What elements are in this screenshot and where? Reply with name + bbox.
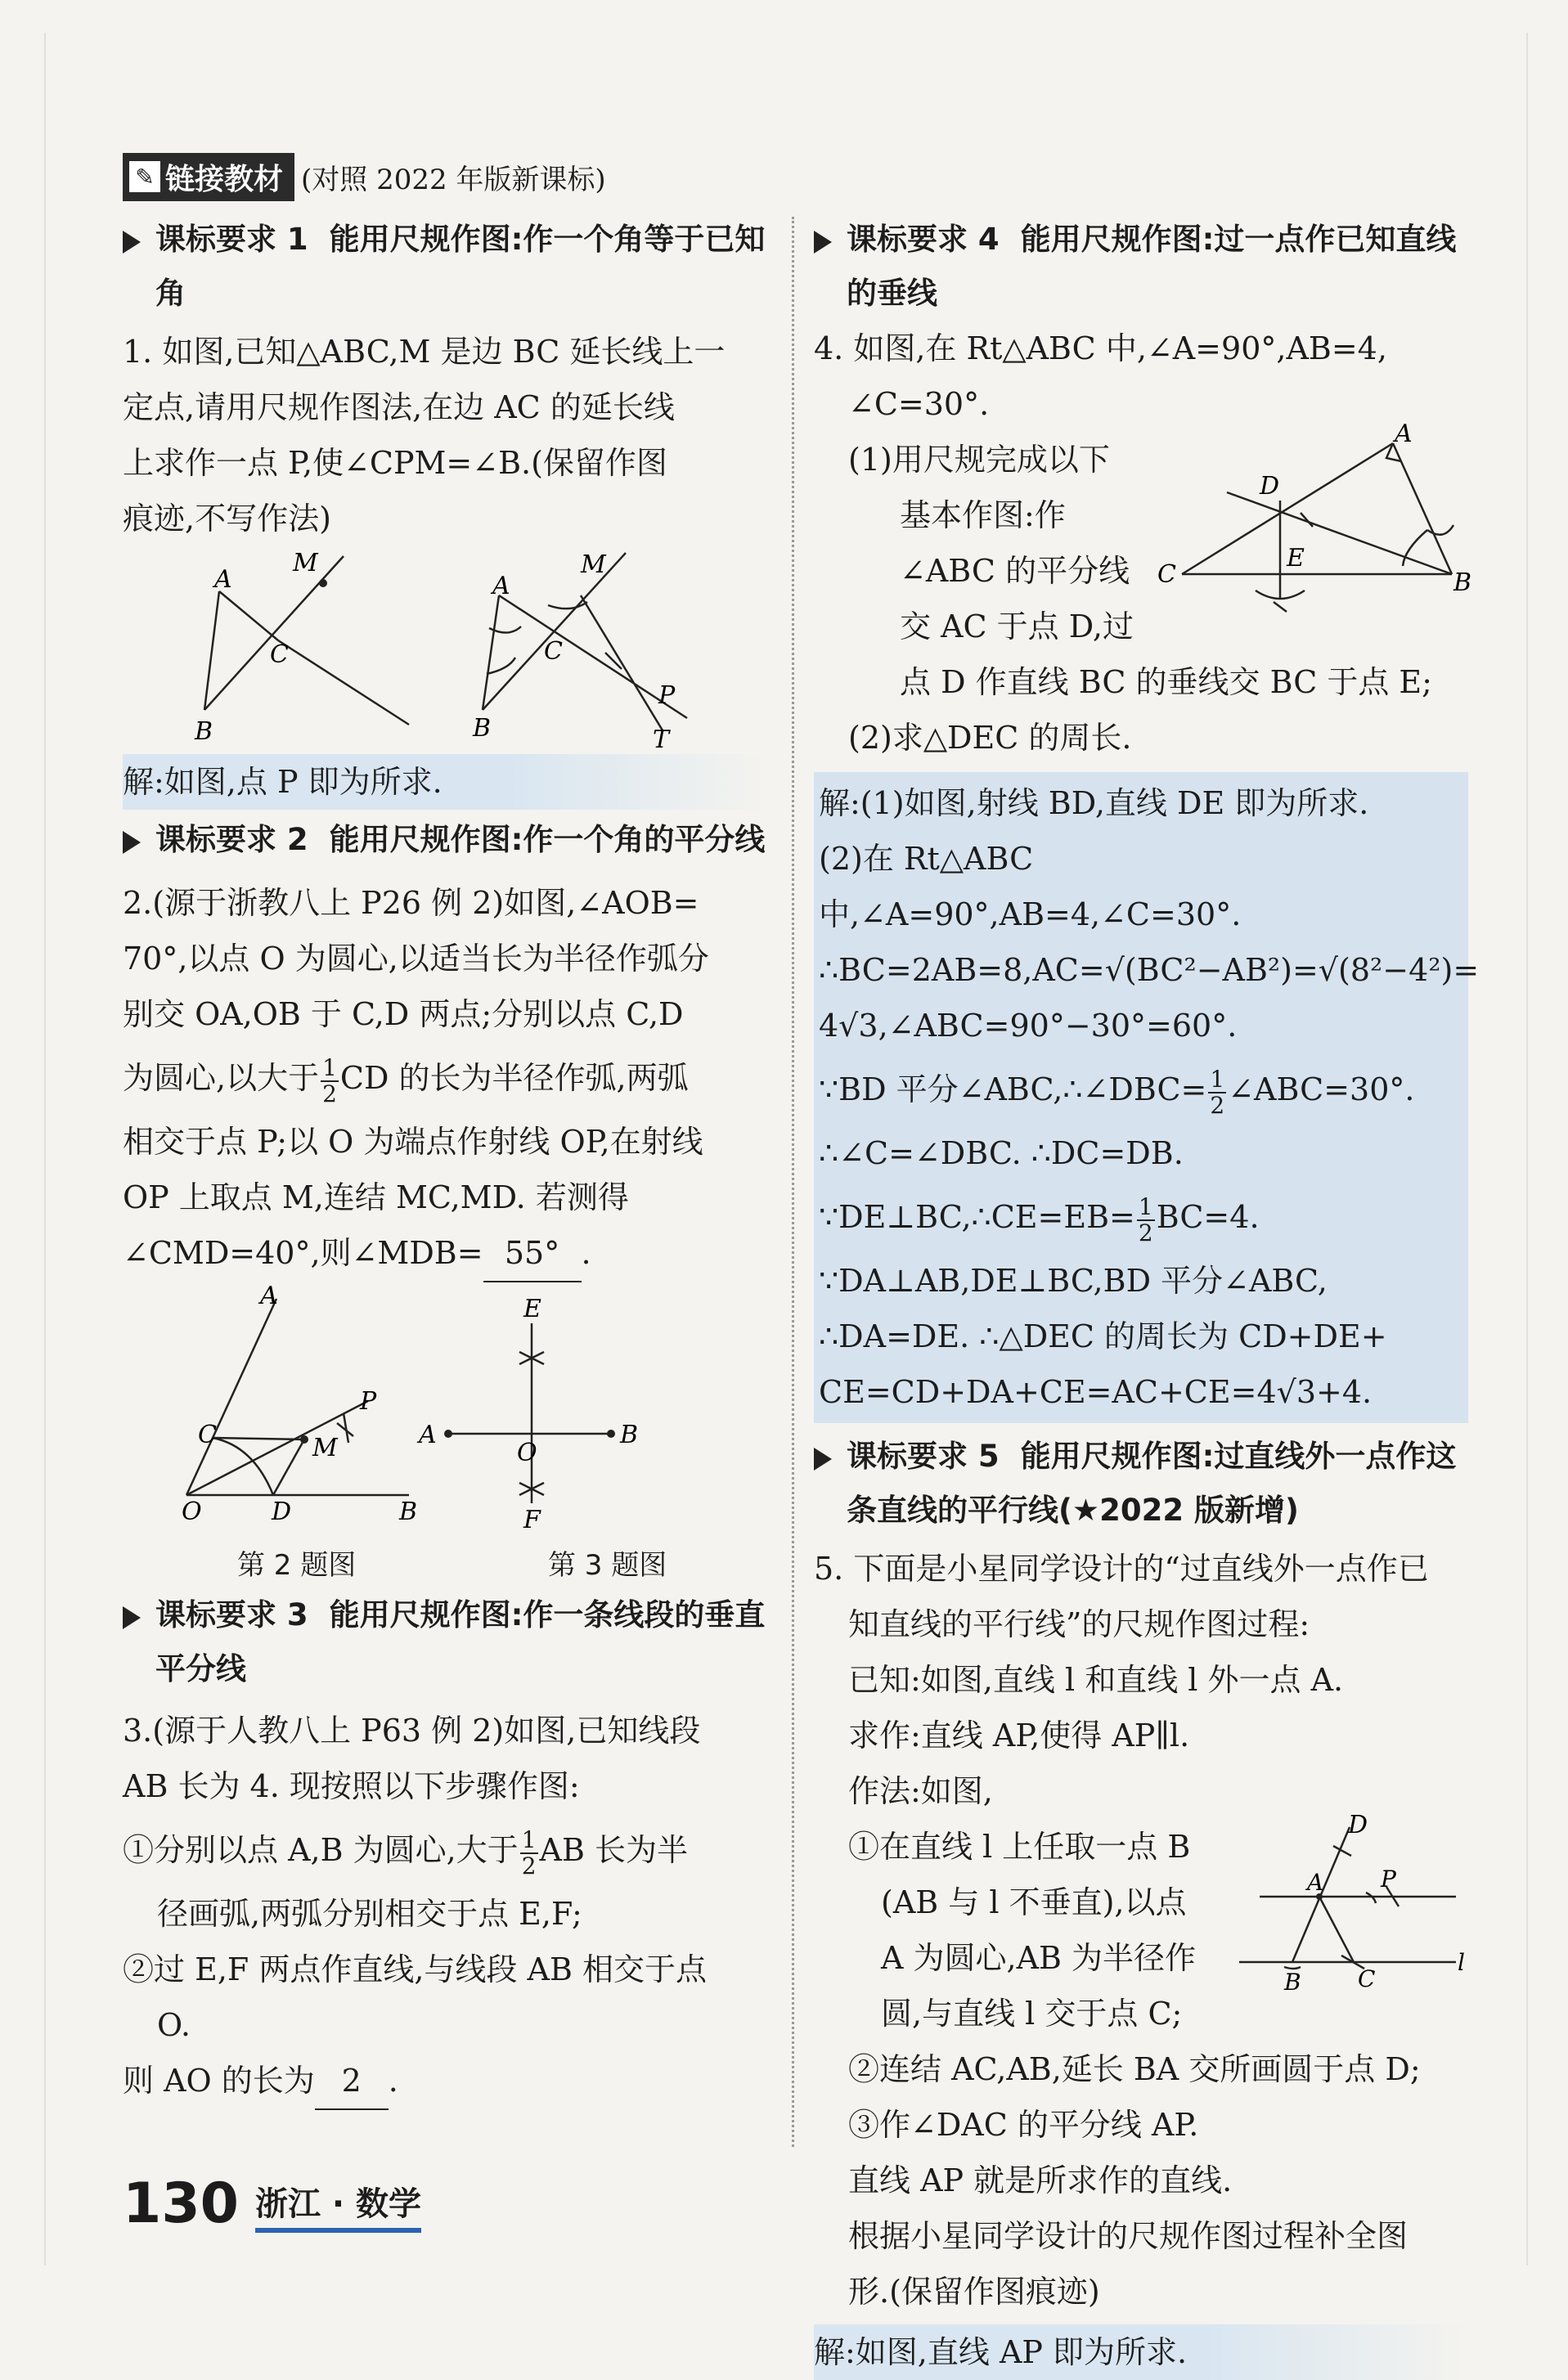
q5-line: 5. 下面是小星同学设计的“过直线外一点作已: [814, 1551, 1429, 1587]
q5-line: 作法:如图,: [848, 1773, 993, 1809]
svg-text:A: A: [260, 1282, 278, 1310]
svg-text:B: B: [1284, 1969, 1301, 1996]
fraction-numerator: 1: [521, 1825, 537, 1853]
sol4-text: 解:(1)如图,射线 BD,直线 DE 即为所求.: [819, 785, 1369, 821]
sol4-line: (2)在 Rt△ABC 中,∠A=90°,AB=4,∠C=30°.: [819, 841, 1242, 932]
triangle-bullet-icon: [814, 231, 832, 254]
svg-text:A: A: [492, 572, 510, 600]
requirement-4: [814, 213, 1468, 321]
q5-solution: 解:如图,直线 AP 即为所求.: [814, 2324, 1468, 2380]
q2-text: .: [581, 1235, 591, 1271]
svg-text:C: C: [270, 640, 289, 669]
svg-text:E: E: [523, 1295, 541, 1323]
banner-text: 链接教材: [165, 162, 284, 196]
requirement-code: 课标要求 1: [155, 222, 308, 257]
triangle-bullet-icon: [123, 1606, 141, 1629]
svg-text:C: C: [544, 637, 563, 666]
fraction-denominator: 2: [1210, 1091, 1225, 1119]
fraction: [520, 1825, 538, 1879]
fraction: [321, 1053, 339, 1107]
column-divider: [792, 217, 794, 2147]
q2-q3-figures: [123, 1282, 769, 1585]
fraction-numerator: 1: [322, 1053, 337, 1081]
right-column: [814, 213, 1480, 2380]
sol4-line: ∵DA⊥AB,DE⊥BC,BD 平分∠ABC,: [819, 1263, 1328, 1299]
fraction: [1208, 1067, 1226, 1118]
svg-text:P: P: [658, 681, 676, 710]
q4-figure: [1149, 420, 1472, 640]
sol4-line: [819, 1181, 1463, 1253]
sol4-text: ∠ABC=30°.: [1228, 1071, 1415, 1107]
sol4-line: ∴BC=2AB=8,AC=√(BC²−AB²)=√(8²−4²)=: [819, 952, 1480, 988]
sol4-text: ∵BD 平分∠ABC,∴∠DBC=: [819, 1071, 1207, 1107]
svg-text:T: T: [653, 725, 670, 754]
triangle-bullet-icon: [123, 831, 141, 854]
book-title: 浙江 · 数学: [255, 2178, 421, 2233]
requirement-text: 能用尺规作图:作一个角等于已知角: [155, 222, 766, 311]
requirement-text: 能用尺规作图:过直线外一点作这条直线的平行线(★2022 版新增): [847, 1439, 1457, 1528]
sol4-line: 4√3,∠ABC=90°−30°=60°.: [819, 1008, 1238, 1044]
q3-text: .: [388, 2063, 398, 2099]
sol4-line: ∴DA=DE. ∴△DEC 的周长为 CD+DE+: [819, 1318, 1387, 1354]
svg-text:A: A: [1307, 1869, 1324, 1896]
requirement-code: 课标要求 2: [155, 822, 308, 857]
q5-line: ②连结 AC,AB,延长 BA 交所画圆于点 D;: [848, 2051, 1421, 2087]
svg-text:O: O: [517, 1439, 537, 1467]
q2-line: 别交 OA,OB 于 C,D 两点;分别以点 C,D: [123, 996, 684, 1032]
q5-line: (AB 与 l 不垂直),以点: [881, 1884, 1187, 1920]
page-footer: [123, 2171, 421, 2236]
q2-line: 相交于点 P;以 O 为端点作射线 OP,在射线: [123, 1124, 703, 1160]
q3-line: ②过 E,F 两点作直线,与线段 AB 相交于点: [123, 1951, 707, 1987]
banner-label: [123, 153, 294, 201]
q2-text: CD 的长为半径作弧,两弧: [339, 1060, 689, 1096]
fraction-denominator: 2: [521, 1852, 537, 1879]
sol4-line: [819, 1053, 1463, 1125]
q5-figure: [1235, 1811, 1468, 2028]
svg-text:A: A: [214, 565, 232, 594]
q1-solution: 解:如图,点 P 即为所求.: [123, 754, 769, 810]
q2-line: OP 上取点 M,连结 MC,MD. 若测得: [123, 1179, 629, 1215]
q3-line: 3.(源于人教八上 P63 例 2)如图,已知线段: [123, 1713, 701, 1749]
requirement-3: [123, 1588, 769, 1696]
q4-solution: [814, 772, 1480, 1423]
q3-line: AB 长为 4. 现按照以下步骤作图:: [123, 1768, 580, 1804]
pencil-icon: ✎: [129, 161, 160, 192]
q1-figure-svg: [123, 546, 769, 754]
svg-text:D: D: [1348, 1811, 1368, 1839]
requirement-code: 课标要求 5: [847, 1439, 1000, 1474]
q2-line: 2.(源于浙教八上 P26 例 2)如图,∠AOB=: [123, 885, 699, 921]
figure-3-caption: 第 3 题图: [548, 1549, 667, 1582]
q4-line: 4. 如图,在 Rt△ABC 中,∠A=90°,AB=4,: [814, 330, 1387, 366]
requirement-code: 课标要求 3: [155, 1597, 308, 1632]
triangle-bullet-icon: [814, 1448, 832, 1471]
q5-line: 形.(保留作图痕迹): [848, 2274, 1100, 2310]
svg-text:M: M: [293, 549, 318, 577]
svg-text:A: A: [1395, 420, 1413, 448]
page-number: 130: [123, 2171, 239, 2236]
svg-text:l: l: [1458, 1949, 1465, 1976]
svg-text:E: E: [1287, 544, 1305, 573]
q2-answer: 55°: [483, 1225, 582, 1282]
requirement-text: 能用尺规作图:作一条线段的垂直平分线: [155, 1597, 766, 1686]
q4-line: (1)用尺规完成以下: [848, 442, 1110, 478]
sol4-line: [819, 775, 1463, 831]
q3-answer: 2: [315, 2053, 389, 2110]
q5-line: 知直线的平行线”的尺规作图过程:: [848, 1606, 1310, 1642]
svg-text:B: B: [473, 714, 492, 743]
q2-text: ∠CMD=40°,则∠MDB=: [123, 1235, 483, 1271]
q3-line: 径画弧,两弧分别相交于点 E,F;: [157, 1896, 582, 1932]
svg-text:B: B: [620, 1421, 639, 1449]
requirement-5: [814, 1430, 1468, 1538]
sol4-text: BC=4.: [1156, 1199, 1260, 1235]
q5-line: 圆,与直线 l 交于点 C;: [881, 1996, 1183, 2032]
fraction-denominator: 2: [1138, 1219, 1153, 1246]
svg-text:O: O: [182, 1498, 202, 1526]
q4-line: ∠ABC 的平分线: [900, 553, 1130, 589]
sol4-text: ∵DE⊥BC,∴CE=EB=: [819, 1199, 1135, 1235]
sol4-line: ∴∠C=∠DBC. ∴DC=DB.: [819, 1135, 1184, 1171]
q2-line: [123, 1225, 769, 1282]
q3-line: [123, 2053, 769, 2110]
q4-line: (2)求△DEC 的周长.: [848, 720, 1132, 756]
q5-line: 直线 AP 就是所求作的直线.: [848, 2162, 1233, 2198]
svg-text:P: P: [1381, 1866, 1396, 1893]
requirement-text: 能用尺规作图:过一点作已知直线的垂线: [847, 222, 1457, 311]
requirement-1: [123, 213, 769, 321]
question-1: [123, 324, 769, 546]
question-3: [123, 1703, 769, 2110]
question-2: [123, 875, 769, 1282]
fraction-denominator: 2: [322, 1080, 337, 1107]
svg-text:B: B: [1453, 568, 1472, 597]
q4-line: ∠C=30°.: [848, 386, 990, 422]
q5-line: ③作∠DAC 的平分线 AP.: [848, 2107, 1199, 2143]
q3-text: AB 长为半: [539, 1832, 688, 1868]
q5-line: 根据小星同学设计的尺规作图过程补全图: [848, 2218, 1409, 2254]
question-4: [814, 321, 1472, 766]
sol4-line: CE=CD+DA+CE=AC+CE=4√3+4.: [819, 1374, 1373, 1410]
q5-line: 已知:如图,直线 l 和直线 l 外一点 A.: [848, 1662, 1344, 1698]
q3-line: [123, 1814, 769, 1886]
question-5: [814, 1541, 1468, 2319]
fraction-numerator: 1: [1138, 1192, 1153, 1220]
svg-text:F: F: [523, 1506, 541, 1534]
q4-line: 基本作图:作: [900, 497, 1066, 533]
q4-figure-svg: [1149, 420, 1472, 623]
figure-2-caption: 第 2 题图: [237, 1549, 357, 1582]
section-banner: [123, 155, 606, 198]
svg-text:C: C: [1358, 1965, 1376, 1992]
q2-line: [123, 1042, 769, 1114]
svg-text:C: C: [1157, 560, 1176, 589]
q3-line: O.: [157, 2007, 191, 2043]
svg-text:A: A: [419, 1421, 437, 1449]
requirement-2: [123, 813, 769, 867]
q2-text: 为圆心,以大于: [123, 1060, 320, 1096]
q1-line: 定点,请用尺规作图法,在边 AC 的延长线: [123, 389, 675, 425]
q4-line: 交 AC 于点 D,过: [900, 608, 1134, 644]
requirement-text: 能用尺规作图:作一个角的平分线: [329, 822, 766, 857]
q1-figure: [123, 546, 769, 754]
q5-line: ①在直线 l 上任取一点 B: [848, 1829, 1191, 1865]
left-column: [123, 213, 769, 2110]
svg-text:D: D: [1260, 472, 1280, 501]
q4-line: 点 D 作直线 BC 的垂线交 BC 于点 E;: [900, 664, 1432, 700]
q2-line: 70°,以点 O 为圆心,以适当长为半径作弧分: [123, 941, 709, 977]
q5-figure-svg: [1235, 1811, 1468, 2011]
banner-note: (对照 2022 年版新课标): [301, 163, 606, 196]
requirement-code: 课标要求 4: [847, 222, 1000, 257]
fraction-numerator: 1: [1210, 1065, 1225, 1093]
svg-text:P: P: [360, 1387, 377, 1416]
triangle-bullet-icon: [123, 231, 141, 254]
svg-text:M: M: [581, 550, 606, 579]
q3-text: 则 AO 的长为: [123, 2063, 315, 2099]
q1-line: 上求作一点 P,使∠CPM=∠B.(保留作图: [123, 445, 667, 481]
q3-text: ①分别以点 A,B 为圆心,大于: [123, 1832, 519, 1868]
svg-text:B: B: [399, 1498, 418, 1526]
q5-line: 求作:直线 AP,使得 AP∥l.: [848, 1718, 1190, 1754]
fraction: [1137, 1192, 1155, 1246]
q2-q3-figure-svg: [123, 1282, 769, 1544]
q5-line: A 为圆心,AB 为半径作: [881, 1940, 1197, 1976]
q1-line: 痕迹,不写作法): [123, 501, 331, 537]
q1-line: 1. 如图,已知△ABC,M 是边 BC 延长线上一: [123, 334, 726, 370]
svg-text:B: B: [195, 717, 213, 746]
svg-text:M: M: [312, 1434, 338, 1462]
svg-text:D: D: [272, 1498, 292, 1526]
svg-text:C: C: [198, 1421, 217, 1449]
